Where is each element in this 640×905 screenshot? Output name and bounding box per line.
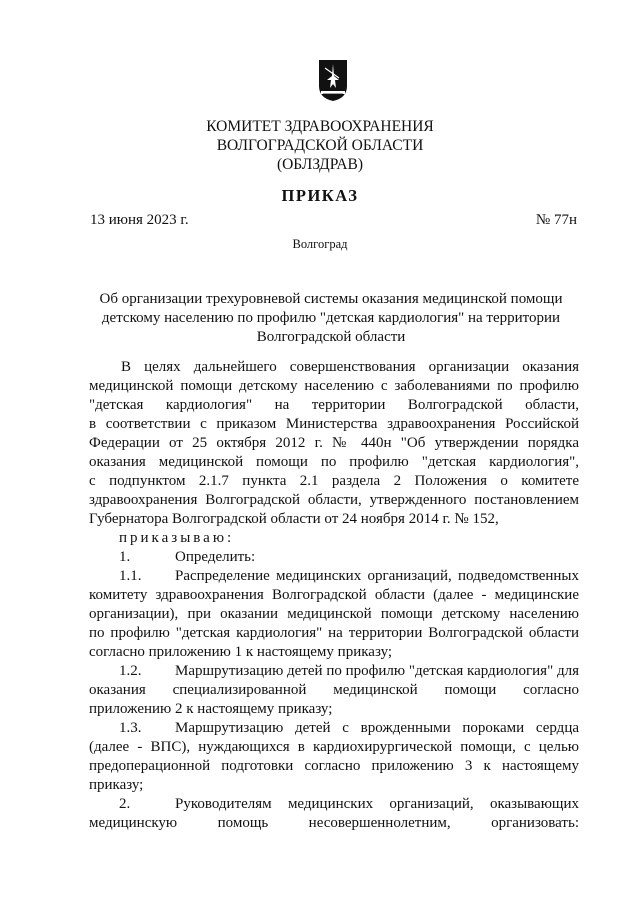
- item-1: [89, 548, 579, 567]
- item-line: согласно приложению 1 к настоящему приказу;: [89, 644, 393, 660]
- preamble-line: "детская кардиология" на территории Волгоградской области,: [89, 397, 579, 413]
- document-body: [89, 358, 579, 833]
- item-line: медицинскую помощь несовершеннолетним, организовать:: [89, 815, 579, 831]
- item-line: оказания специализированной медицинской помощи согласно: [89, 682, 579, 698]
- item-number: 2.: [119, 796, 131, 812]
- preamble-line: с подпунктом 2.1.7 пункта 2.1 раздела 2 Положения о комитете: [89, 473, 579, 489]
- item-number: 1.: [119, 549, 131, 565]
- item-1-3: [89, 719, 579, 738]
- item-line: организации), при оказании медицинской помощи детскому населению: [89, 606, 579, 622]
- preamble-line: медицинской помощи детскому населению с заболеваниями по профилю: [89, 378, 579, 394]
- item-number: 1.3.: [119, 720, 142, 736]
- document-city: Волгоград: [292, 237, 348, 251]
- item-line: по профилю "детская кардиология" на территории Волгоградской области: [89, 625, 579, 641]
- item-line: (далее - ВПС), нуждающихся в кардиохирургической помощи, с целью: [89, 739, 579, 755]
- item-text: Руководителям медицинских организаций, оказывающих: [175, 796, 579, 812]
- preamble-line: здравоохранения Волгоградской области, утвержденного постановлением: [89, 492, 579, 508]
- item-text: Маршрутизацию детей с врожденными пороками сердца: [175, 720, 579, 736]
- subject-line-1: Об организации трехуровневой системы оказания медицинской помощи: [99, 291, 563, 307]
- document-date: 13 июня 2023 г.: [90, 212, 189, 228]
- item-line: приказу;: [89, 777, 144, 793]
- item-line: предоперационной подготовки согласно приложению 3 к настоящему: [89, 758, 579, 774]
- preamble-line: Губернатора Волгоградской области от 24 ноября 2014 г. № 152,: [89, 511, 499, 527]
- document-subject: [92, 290, 570, 347]
- item-line: комитету здравоохранения Волгоградской области (далее - медицинские: [89, 587, 579, 603]
- issuer-line-2: ВОЛГОГРАДСКОЙ ОБЛАСТИ: [216, 137, 424, 154]
- issuer-header: [0, 117, 640, 174]
- item-text: Маршрутизацию детей по профилю "детская кардиология" для: [175, 663, 579, 679]
- issuer-line-3: (ОБЛЗДРАВ): [276, 156, 364, 173]
- subject-line-3: Волгоградской области: [256, 329, 406, 345]
- item-number: 1.1.: [119, 568, 142, 584]
- subject-line-2: детскому населению по профилю "детская кардиология" на территории: [101, 310, 561, 326]
- issuer-line-1: КОМИТЕТ ЗДРАВООХРАНЕНИЯ: [206, 118, 434, 135]
- volgograd-coat-of-arms-icon: [317, 58, 349, 102]
- item-2: [89, 795, 579, 814]
- item-number: 1.2.: [119, 663, 142, 679]
- item-1-1: [89, 567, 579, 586]
- preamble-line: В целях дальнейшего совершенствования организации оказания: [121, 359, 579, 375]
- preamble-line: Федерации от 25 октября 2012 г. № 440н "Об утверждении порядка: [89, 435, 579, 451]
- order-word: приказываю:: [119, 530, 235, 546]
- item-text: Определить:: [175, 549, 256, 565]
- preamble-line: оказания медицинской помощи по профилю "детская кардиология",: [89, 454, 579, 470]
- item-text: Распределение медицинских организаций, подведомственных: [175, 568, 579, 584]
- document-number: № 77н: [535, 212, 577, 228]
- document-type: ПРИКАЗ: [281, 186, 359, 205]
- item-line: приложению 2 к настоящему приказу;: [89, 701, 333, 717]
- item-1-2: [89, 662, 579, 681]
- preamble-line: в соответствии с приказом Министерства здравоохранения Российской: [89, 416, 579, 432]
